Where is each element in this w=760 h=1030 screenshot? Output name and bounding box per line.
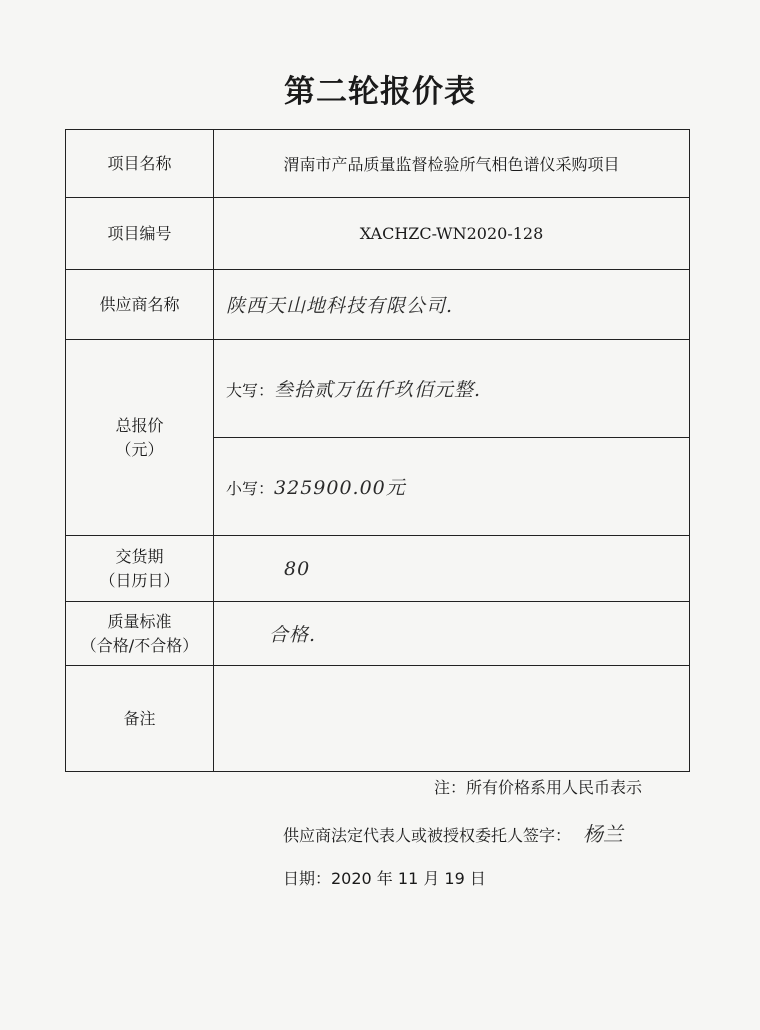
quality-label-line2: （合格/不合格） bbox=[80, 635, 199, 655]
handwritten-signature: 杨兰 bbox=[583, 822, 623, 846]
currency-note: 注：所有价格系用人民币表示 bbox=[433, 778, 642, 797]
row-supplier-name bbox=[66, 270, 690, 340]
row-total-uppercase bbox=[66, 340, 690, 438]
row-delivery bbox=[66, 536, 690, 602]
row-remarks bbox=[66, 666, 690, 772]
document-title: 第二轮报价表 bbox=[284, 74, 476, 110]
total-price-label-line2: （元） bbox=[115, 439, 164, 459]
project-number-value: XACHZC-WN2020-128 bbox=[214, 198, 690, 270]
lowercase-amount: 325900.00元 bbox=[274, 477, 406, 499]
total-price-label bbox=[66, 340, 214, 536]
supplier-name-label: 供应商名称 bbox=[66, 270, 214, 340]
lowercase-prefix: 小写： bbox=[226, 479, 275, 498]
supplier-name-value bbox=[214, 270, 690, 340]
total-uppercase-cell bbox=[214, 340, 690, 438]
delivery-value: 80 bbox=[284, 557, 311, 580]
remarks-label: 备注 bbox=[66, 666, 214, 772]
remarks-value bbox=[214, 666, 690, 772]
row-quality bbox=[66, 602, 690, 666]
quote-table bbox=[65, 129, 690, 772]
quality-value-cell bbox=[214, 602, 690, 666]
signature-label: 供应商法定代表人或被授权委托人签字： bbox=[283, 826, 572, 845]
total-price-label-line1: 总报价 bbox=[115, 415, 164, 435]
project-name-label: 项目名称 bbox=[66, 130, 214, 198]
quality-label-line1: 质量标准 bbox=[107, 611, 172, 631]
delivery-value-cell bbox=[214, 536, 690, 602]
project-name-value: 渭南市产品质量监督检验所气相色谱仪采购项目 bbox=[214, 130, 690, 198]
delivery-label-line2: （日历日） bbox=[99, 570, 180, 590]
quality-label bbox=[66, 602, 214, 666]
total-lowercase-cell bbox=[214, 438, 690, 536]
supplier-name-handwritten: 陕西天山地科技有限公司. bbox=[226, 295, 454, 317]
project-number-label: 项目编号 bbox=[66, 198, 214, 270]
delivery-label-line1: 交货期 bbox=[115, 546, 164, 566]
date-line: 日期：2020 年 11 月 19 日 bbox=[283, 869, 486, 888]
uppercase-prefix: 大写： bbox=[226, 381, 275, 400]
uppercase-amount: 叁拾贰万伍仟玖佰元整. bbox=[274, 379, 482, 401]
quality-value: 合格. bbox=[269, 624, 317, 646]
row-project-name bbox=[66, 130, 690, 198]
row-project-number bbox=[66, 198, 690, 270]
delivery-label bbox=[66, 536, 214, 602]
